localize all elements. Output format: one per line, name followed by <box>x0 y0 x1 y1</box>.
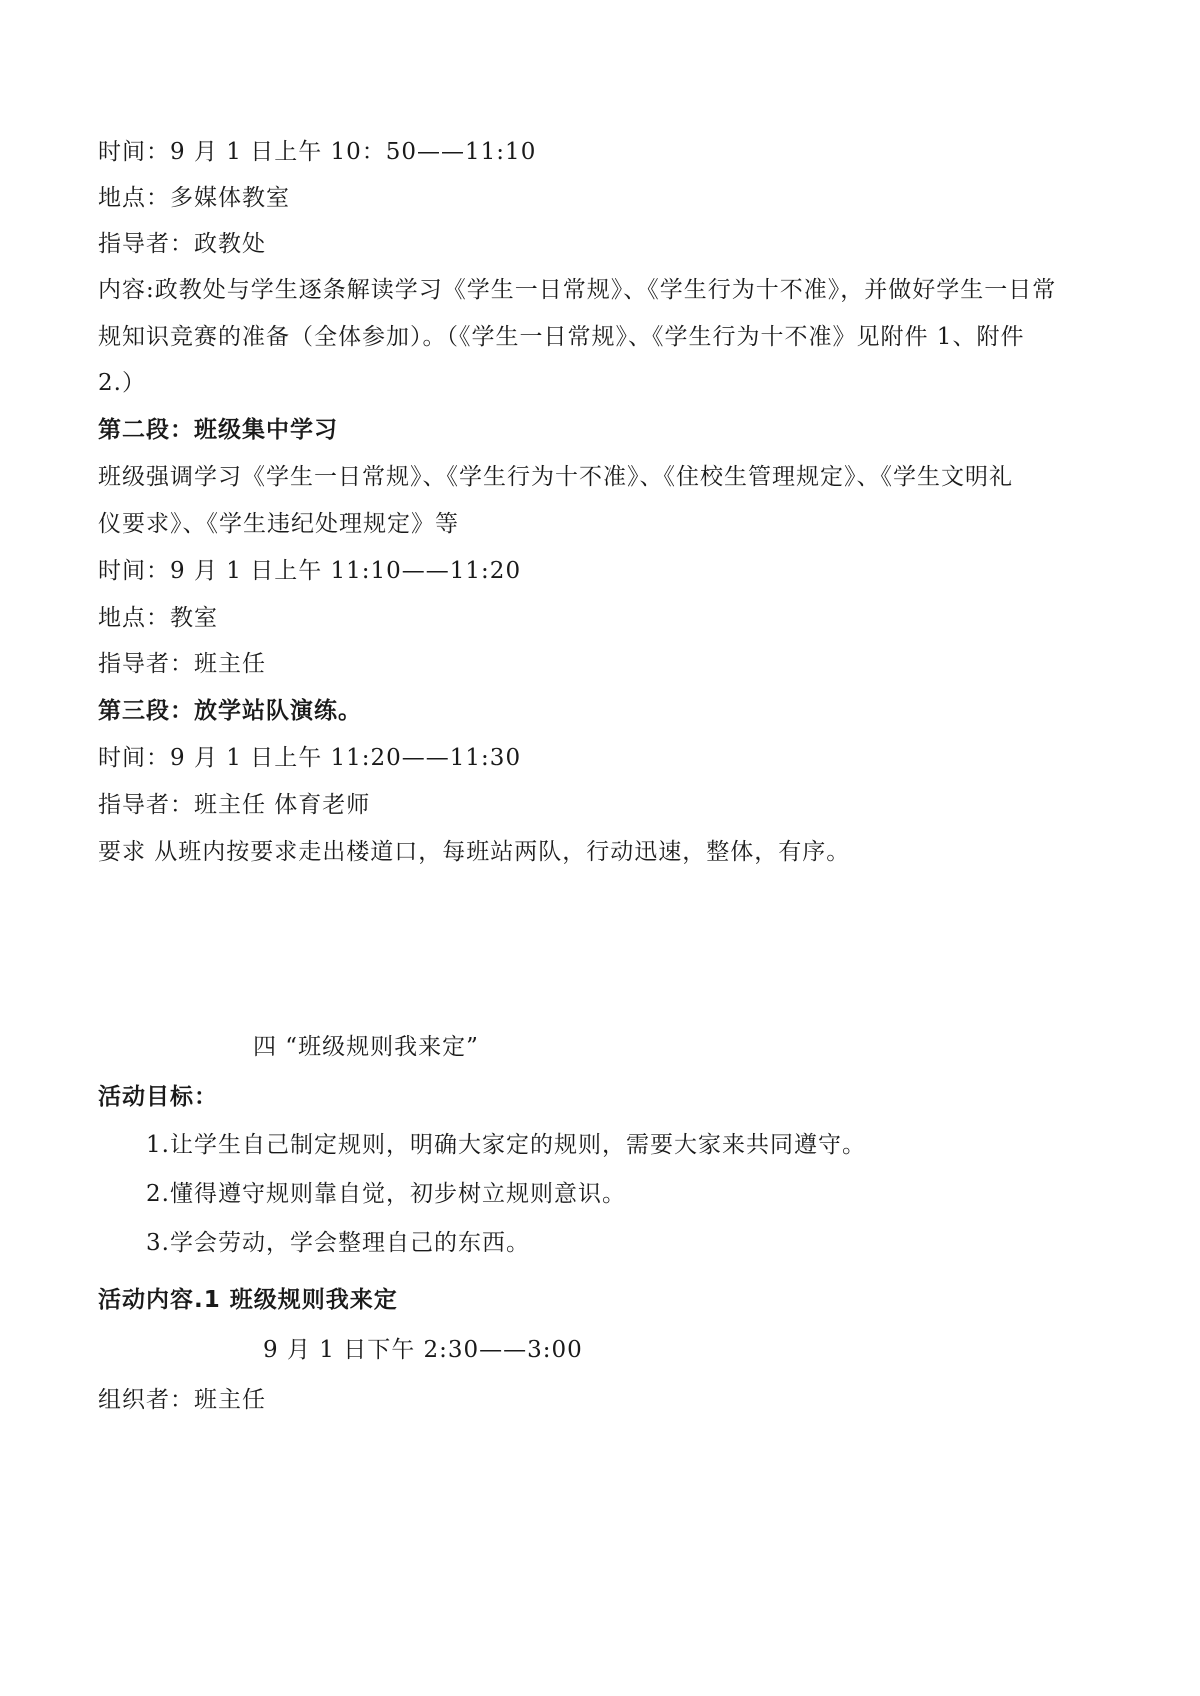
organizer-line: 组织者：班主任 <box>98 1387 266 1413</box>
time-line: 时间：9 月 1 日上午 11:20——11:30 <box>98 745 522 771</box>
guide-line: 指导者：班主任 体育老师 <box>98 792 371 818</box>
content-line: 内容:政教处与学生逐条解读学习《学生一日常规》、《学生行为十不准》，并做好学生一日常 <box>98 277 1057 303</box>
desc-line: 仪要求》、《学生违纪处理规定》等 <box>98 511 459 537</box>
content-line: 规知识竞赛的准备（全体参加）。（《学生一日常规》、《学生行为十不准》见附件 1、附件 <box>98 324 1025 350</box>
guide-line: 指导者：政教处 <box>98 231 266 257</box>
time-line: 时间：9 月 1 日上午 10：50——11:10 <box>98 139 537 165</box>
desc-line: 班级强调学习《学生一日常规》、《学生行为十不准》、《住校生管理规定》、《学生文明礼 <box>98 464 1013 490</box>
content-heading: 活动内容.1 班级规则我来定 <box>98 1287 398 1313</box>
content-line: 2.） <box>98 370 146 396</box>
section-title: 四 “班级规则我来定” <box>253 1034 479 1060</box>
goal-item: 2.懂得遵守规则靠自觉，初步树立规则意识。 <box>146 1181 626 1207</box>
goals-heading: 活动目标： <box>98 1084 218 1110</box>
goal-item: 3.学会劳动，学会整理自己的东西。 <box>146 1230 530 1256</box>
place-line: 地点：教室 <box>98 605 218 631</box>
section-heading: 第三段：放学站队演练。 <box>98 698 362 724</box>
time-line: 9 月 1 日下午 2:30——3:00 <box>263 1337 583 1363</box>
place-line: 地点：多媒体教室 <box>98 185 290 211</box>
guide-line: 指导者：班主任 <box>98 651 266 677</box>
time-line: 时间：9 月 1 日上午 11:10——11:20 <box>98 558 522 584</box>
goal-item: 1.让学生自己制定规则，明确大家定的规则，需要大家来共同遵守。 <box>146 1132 866 1158</box>
section-heading: 第二段：班级集中学习 <box>98 417 338 443</box>
requirement-line: 要求 从班内按要求走出楼道口，每班站两队，行动迅速，整体，有序。 <box>98 839 851 865</box>
